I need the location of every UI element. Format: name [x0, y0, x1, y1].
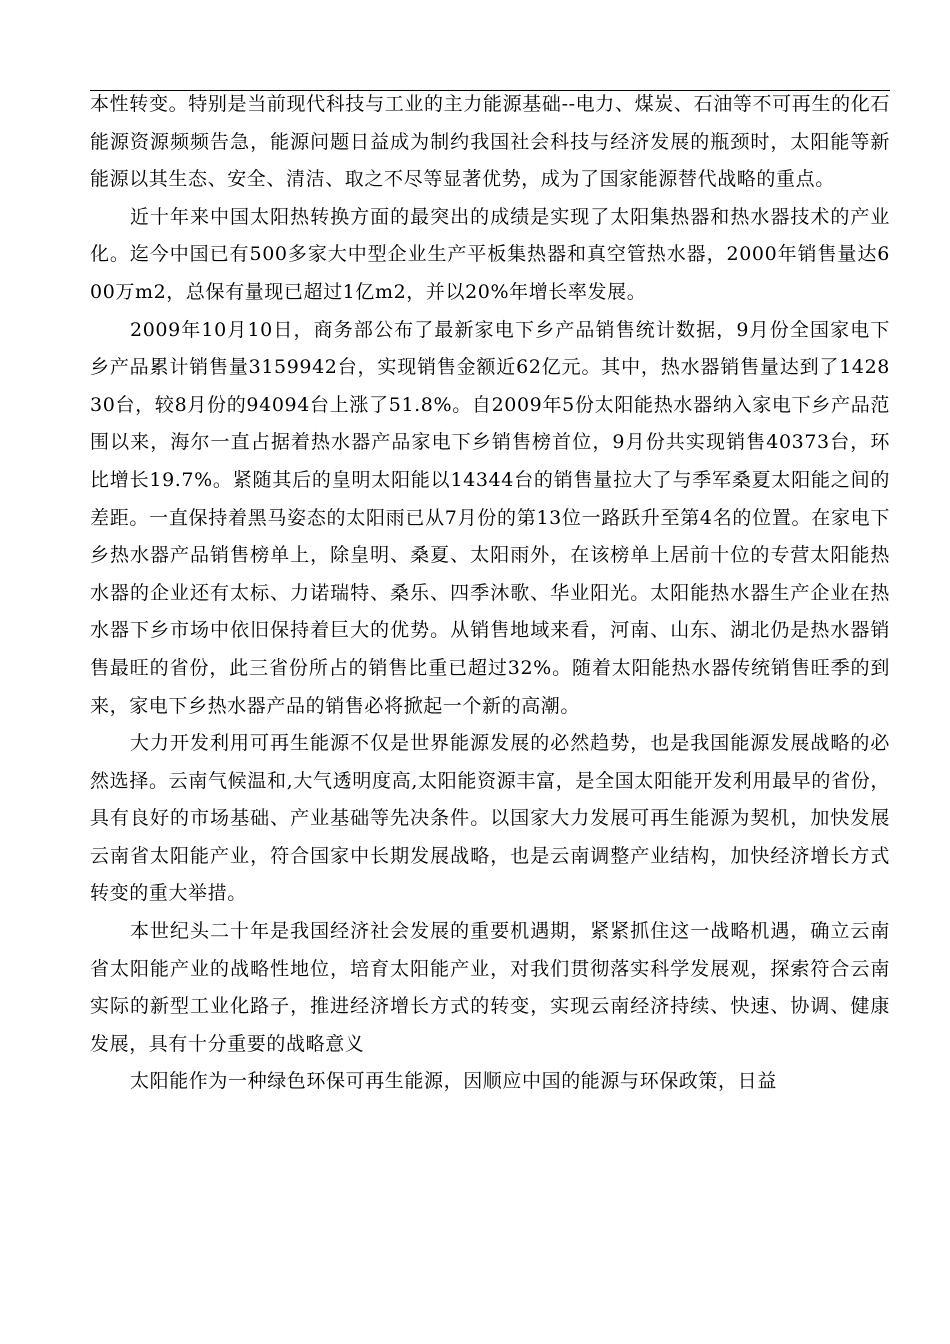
paragraph-3: 2009年10月10日，商务部公布了最新家电下乡产品销售统计数据，9月份全国家电下乡产品累计销售量3159942台，实现销售金额近62亿元。其中，热水器销售量达到了142830台，较8月份的94094台上涨了51.8%。自2009年5份太阳能热水器纳入家电下乡产品范围以来，海尔一直占据着热水器产品家电下乡销售榜首位，9月份共实现销售40373台，环比增长19.7%。紧随其后的皇明太阳能以14344台的销售量拉大了与季军桑夏太阳能之间的差距。一直保持着黑马姿态的太阳雨已从7月份的第13位一路跃升至第4名的位置。在家电下乡热水器产品销售榜单上，除皇明、桑夏、太阳雨外，在该榜单上居前十位的专营太阳能热水器的企业还有太标、力诺瑞特、桑乐、四季沐歌、华业阳光。太阳能热水器生产企业在热水器下乡市场中依旧保持着巨大的优势。从销售地域来看，河南、山东、湖北仍是热水器销售最旺的省份，此三省份所占的销售比重已超过32%。随着太阳能热水器传统销售旺季的到来，家电下乡热水器产品的销售必将掀起一个新的高潮。 [90, 318, 890, 717]
paragraph-6: 太阳能作为一种绿色环保可再生能源，因顺应中国的能源与环保政策，日益 [130, 1070, 777, 1093]
body-text [90, 86, 890, 1101]
paragraph-5: 本世纪头二十年是我国经济社会发展的重要机遇期，紧紧抓住这一战略机遇，确立云南省太阳能产业的战略性地位，培育太阳能产业，对我们贯彻落实科学发展观，探索符合云南实际的新型工业化路子，推进经济增长方式的转变，实现云南经济持续、快速、协调、健康发展，具有十分重要的战略意义 [90, 920, 890, 1055]
paragraph-4: 大力开发利用可再生能源不仅是世界能源发展的必然趋势，也是我国能源发展战略的必然选择。云南气候温和,大气透明度高,太阳能资源丰富，是全国太阳能开发利用最早的省份，具有良好的市场基础、产业基础等先决条件。以国家大力发展可再生能源为契机，加快发展云南省太阳能产业，符合国家中长期发展战略，也是云南调整产业结构，加快经济增长方式转变的重大举措。 [90, 732, 890, 905]
paragraph-1: 本性转变。特别是当前现代科技与工业的主力能源基础--电力、煤炭、石油等不可再生的化石能源资源频频告急，能源问题日益成为制约我国社会科技与经济发展的瓶颈时，太阳能等新能源以其生态、安全、清洁、取之不尽等显著优势，成为了国家能源替代战略的重点。 [90, 93, 890, 191]
paragraph-2: 近十年来中国太阳热转换方面的最突出的成绩是实现了太阳集热器和热水器技术的产业化。迄今中国已有500多家大中型企业生产平板集热器和真空管热水器，2000年销售量达600万m2，总保有量现已超过1亿m2，并以20%年增长率发展。 [90, 205, 890, 303]
